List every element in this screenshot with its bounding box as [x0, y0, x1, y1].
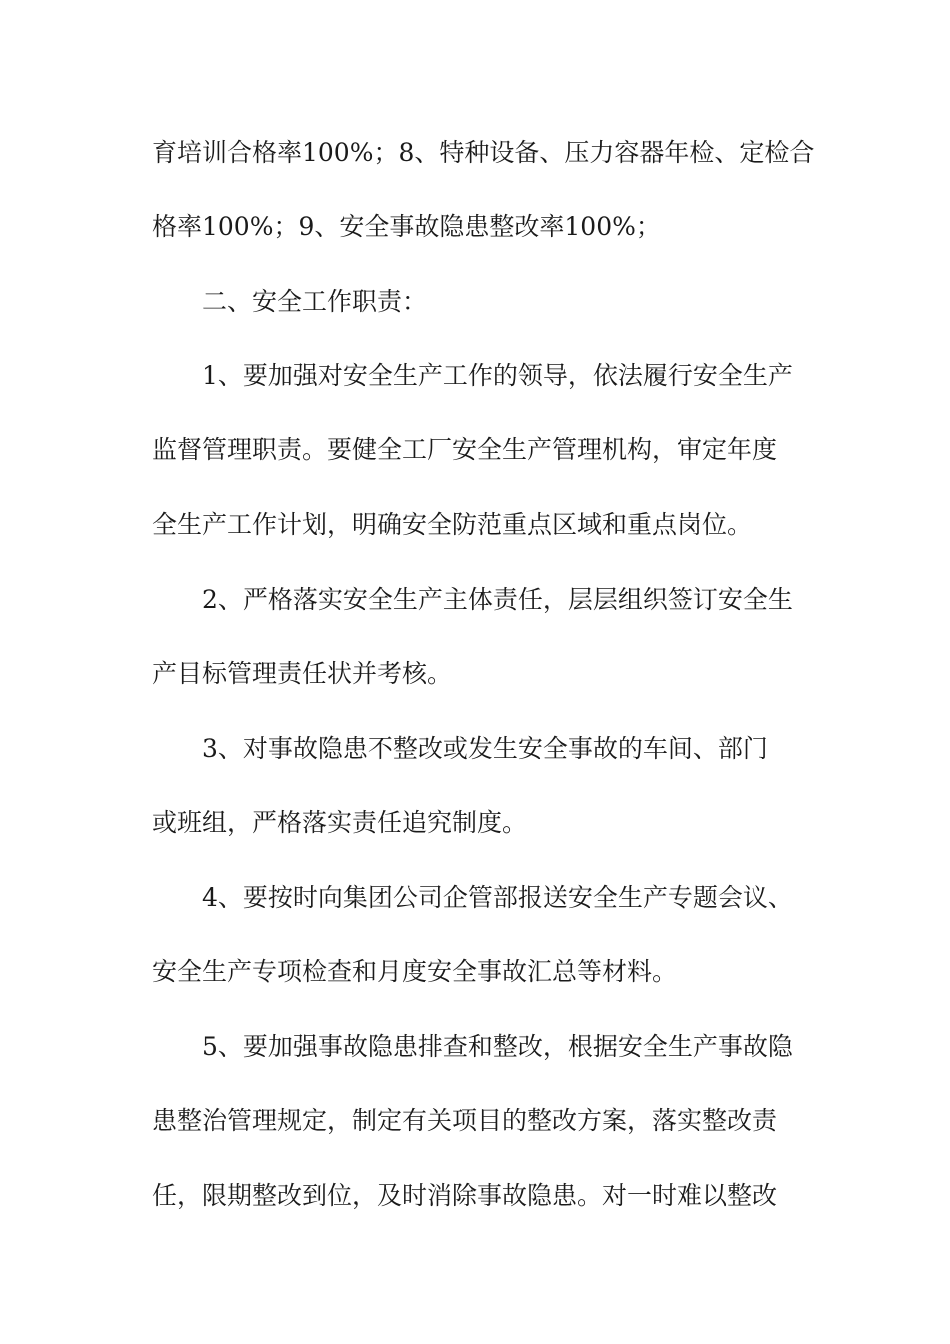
paragraph-start-line: 4、要按时向集团公司企管部报送安全生产专题会议、 — [202, 883, 793, 912]
paragraph-start-line: 2、严格落实安全生产主体责任，层层组织签订安全生 — [202, 585, 793, 614]
body-text-line: 产目标管理责任状并考核。 — [152, 659, 453, 688]
body-text-line: 育培训合格率100%；8、特种设备、压力容器年检、定检合 — [152, 138, 815, 167]
body-text-line: 或班组，严格落实责任追究制度。 — [152, 808, 528, 837]
body-text-line: 格率100%；9、安全事故隐患整改率100%； — [152, 212, 661, 241]
body-text-line: 全生产工作计划，明确安全防范重点区域和重点岗位。 — [152, 510, 753, 539]
body-text-line: 患整治管理规定，制定有关项目的整改方案，落实整改责 — [152, 1106, 778, 1135]
paragraph-start-line: 5、要加强事故隐患排查和整改，根据安全生产事故隐 — [202, 1032, 793, 1061]
section-heading: 二、安全工作职责： — [202, 287, 428, 316]
body-text-line: 监督管理职责。要健全工厂安全生产管理机构，审定年度 — [152, 435, 778, 464]
paragraph-start-line: 3、对事故隐患不整改或发生安全事故的车间、部门 — [202, 734, 768, 763]
body-text-line: 安全生产专项检查和月度安全事故汇总等材料。 — [152, 957, 678, 986]
paragraph-start-line: 1、要加强对安全生产工作的领导，依法履行安全生产 — [202, 361, 793, 390]
body-text-line: 任，限期整改到位，及时消除事故隐患。对一时难以整改 — [152, 1181, 778, 1210]
